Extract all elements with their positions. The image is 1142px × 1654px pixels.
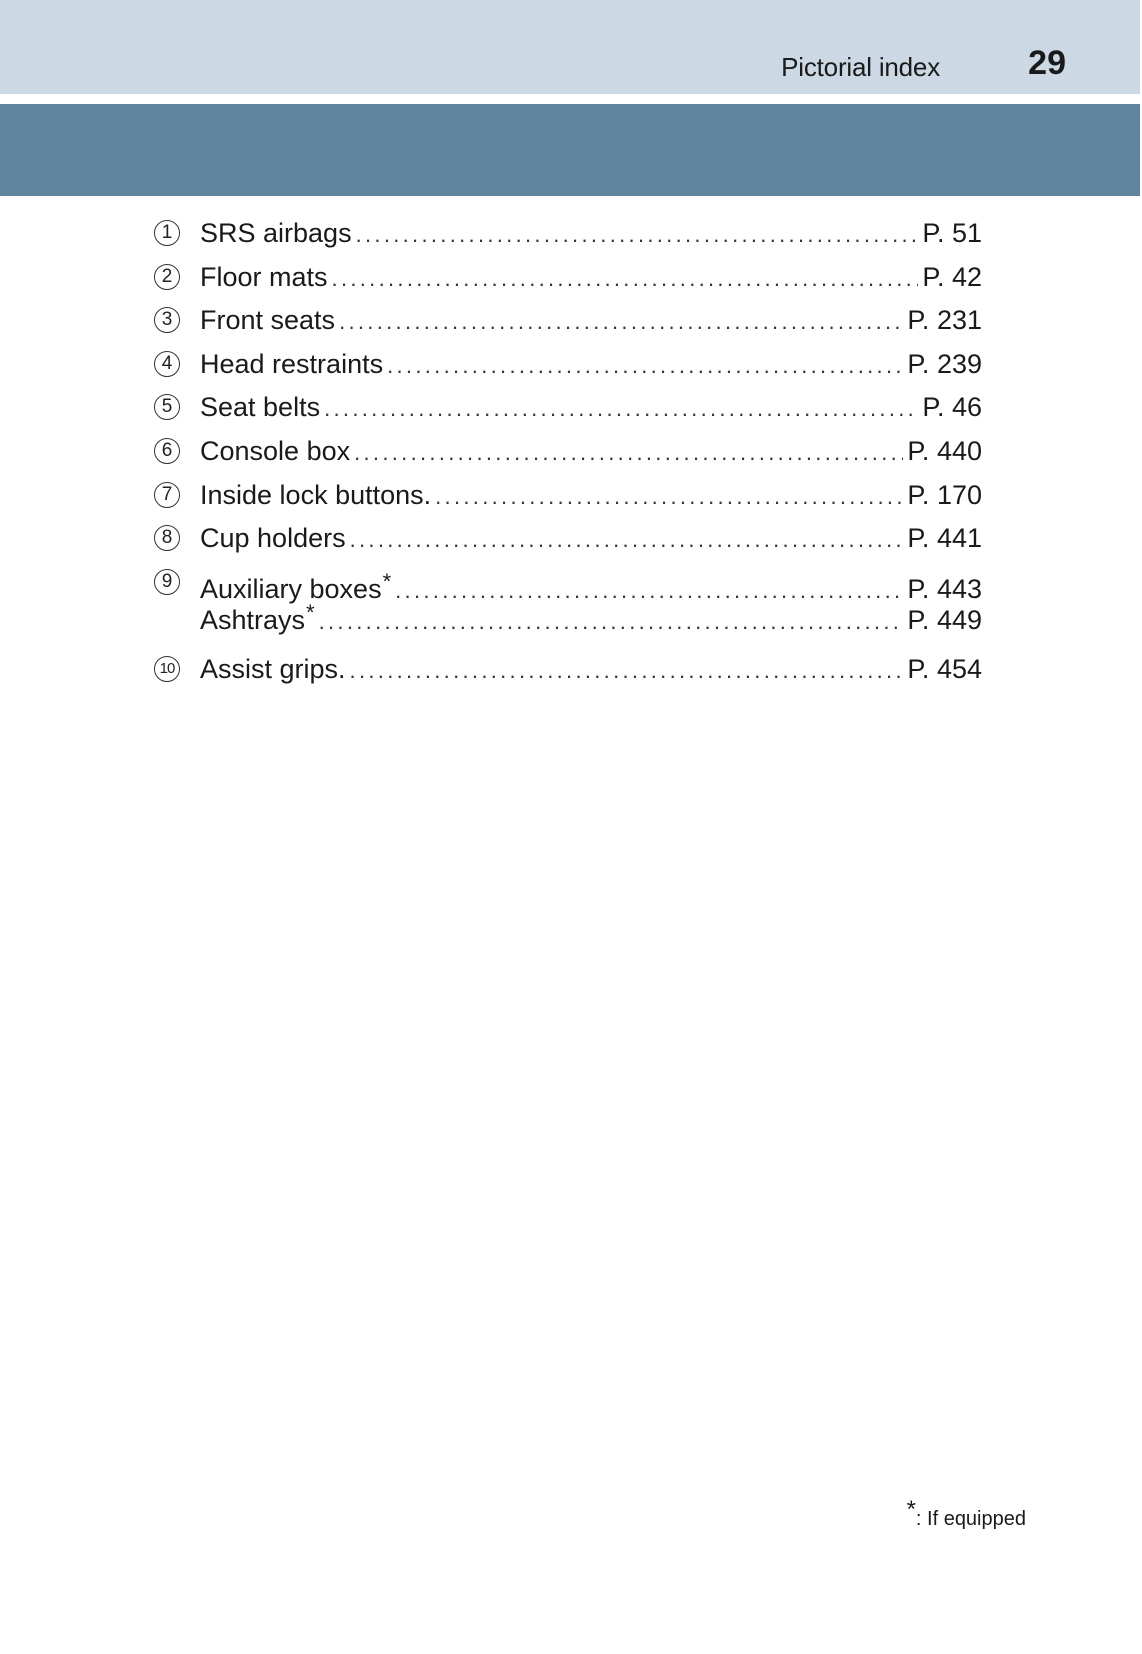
page-reference[interactable]: P. 42 xyxy=(922,261,982,292)
leader-dots xyxy=(435,477,903,517)
header-band xyxy=(0,0,1142,94)
entry-label: SRS airbags xyxy=(200,218,352,248)
page-reference[interactable]: P. 441 xyxy=(907,523,982,554)
entry-label: Inside lock buttons. xyxy=(200,479,432,510)
page-reference[interactable]: P. 46 xyxy=(922,392,982,423)
footnote-text: : If equipped xyxy=(915,1508,1026,1530)
entry-label xyxy=(200,593,315,640)
item-number-badge: 8 xyxy=(154,525,180,551)
item-number-badge: 7 xyxy=(154,482,180,508)
entry-label: Console box xyxy=(200,435,351,466)
leader-dots xyxy=(324,389,918,429)
entry-label: Cup holders xyxy=(200,523,346,554)
header-divider xyxy=(0,94,1142,104)
index-entry-front-seats[interactable] xyxy=(154,300,982,344)
entry-label: Floor mats xyxy=(200,261,328,292)
leader-dots xyxy=(356,215,919,255)
page-reference[interactable]: P. 51 xyxy=(922,218,982,248)
index-entry-console-box[interactable] xyxy=(154,431,982,475)
page-reference[interactable]: P. 239 xyxy=(907,348,982,379)
entry-label: Front seats xyxy=(200,305,336,336)
entry-label-text: Ashtrays xyxy=(200,605,306,636)
asterisk-mark: * xyxy=(906,1496,916,1523)
item-number-badge: 4 xyxy=(154,351,180,377)
index-entry-srs-airbags[interactable] xyxy=(154,213,982,257)
entry-label: Seat belts xyxy=(200,392,321,423)
item-number-badge: 2 xyxy=(154,264,180,290)
footnote xyxy=(906,1496,1026,1531)
item-number-badge: 5 xyxy=(154,394,180,420)
section-band xyxy=(0,104,1142,196)
leader-dots xyxy=(319,602,904,642)
page-reference[interactable]: P. 454 xyxy=(907,654,982,685)
index-entry-ashtrays[interactable] xyxy=(154,600,982,637)
leader-dots xyxy=(332,259,919,299)
entry-label: Head restraints xyxy=(200,348,384,379)
leader-dots xyxy=(354,433,903,473)
item-number-badge: 9 xyxy=(154,569,180,595)
page-reference[interactable]: P. 231 xyxy=(907,305,982,336)
index-entry-assist-grips[interactable] xyxy=(154,649,982,693)
item-number-badge: 1 xyxy=(154,220,180,246)
page-reference[interactable]: P. 440 xyxy=(907,435,982,466)
page-reference[interactable]: P. 449 xyxy=(907,605,982,636)
index-entry-seat-belts[interactable] xyxy=(154,387,982,431)
item-number-badge: 10 xyxy=(154,656,180,682)
item-number-badge: 3 xyxy=(154,307,180,333)
leader-dots xyxy=(350,651,904,691)
page-number: 29 xyxy=(1028,44,1066,82)
page-reference[interactable]: P. 170 xyxy=(907,479,982,510)
section-title: Pictorial index xyxy=(781,52,940,82)
asterisk-mark: * xyxy=(382,568,392,594)
leader-dots xyxy=(350,520,904,560)
index-list xyxy=(154,213,982,693)
leader-dots xyxy=(339,302,903,342)
leader-dots xyxy=(387,346,903,386)
index-entry-cup-holders[interactable] xyxy=(154,518,982,562)
entry-label: Assist grips. xyxy=(200,654,346,685)
item-number-badge: 6 xyxy=(154,438,180,464)
index-entry-floor-mats[interactable] xyxy=(154,257,982,301)
entry-label-text: Auxiliary boxes xyxy=(200,573,382,604)
asterisk-mark: * xyxy=(306,600,315,626)
index-entry-inside-lock-buttons[interactable] xyxy=(154,475,982,519)
page-reference[interactable]: P. 443 xyxy=(907,573,982,604)
index-entry-head-restraints[interactable] xyxy=(154,344,982,388)
